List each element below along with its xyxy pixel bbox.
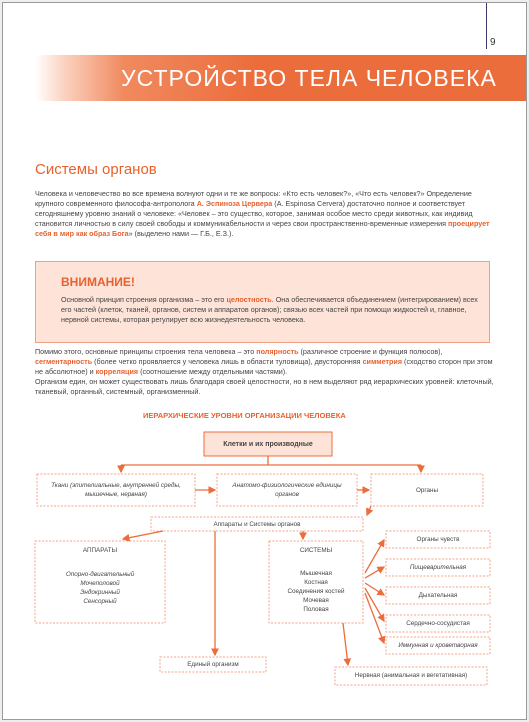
diagram-connectors <box>3 3 527 720</box>
principles-paragraph: Помимо этого, основные принципы строения тела человека – это полярность (различное строение и функция полюсов), сегментарность (более четко проявляется у человека лишь в области туловища), двусторонняя симметрия (сходство сторон при этом не абсолютное) и корреляция (соотношение между отдельными частями). Организм един, он может существовать лишь благодаря своей целостности, но в нем выделяют ряд иерархических уровней: клеточный, тканевый, органный, системный, организменный. <box>35 347 494 396</box>
page-number: 9 <box>490 37 496 48</box>
node-apparatus-systems: Аппараты и Системы органов <box>213 521 301 528</box>
node-right-item: Пищеварительная <box>409 564 467 571</box>
node-cells: Клетки и их производные <box>223 441 313 448</box>
apparatus-item: Опорно-двигательный <box>65 571 135 578</box>
systems-item: Соединения костей <box>287 588 345 595</box>
node-tissues: Ткани (эпителиальные, внутренней среды, мышечные, нервная) <box>51 482 181 498</box>
systems-list <box>269 569 363 614</box>
systems-item: Половая <box>303 606 329 613</box>
node-right-item: Иммунная и кроветворная <box>398 642 478 649</box>
page-title: УСТРОЙСТВО ТЕЛА ЧЕЛОВЕКА <box>121 65 497 91</box>
node-organs: Органы <box>415 487 439 494</box>
node-right-item: Сердечно-сосудистая <box>406 620 470 627</box>
warning-title: ВНИМАНИЕ! <box>61 275 135 289</box>
systems-item: Мышечная <box>300 570 332 577</box>
apparatus-item: Мочеполовой <box>80 580 120 587</box>
systems-item: Мочевая <box>303 597 329 604</box>
node-right-item: Дыхательная <box>418 592 458 599</box>
section-title: Системы органов <box>35 161 157 178</box>
node-nervous: Нервная (анимальная и вегетативная) <box>354 672 468 679</box>
page <box>2 2 527 720</box>
intro-paragraph: Человека и человечество во все времена волнуют одни и те же вопросы: «Кто есть человек?», «Что есть человек?» Определение крупного современного философа-антрополога А. Эспиноза Цервера (A. Espinosa Cervera) достаточно полное и соответствует сегодняшнему уровню знаний о человеке: «Человек – это существо, которое, занимая особое место среди животных, как индивид становится личностью в силу своей свободы и коммуникабельности и через свои пространственно-временные измерения проецирует себя в мир как образ Бога» (выделено нами — Г.Б., Е.З.). <box>35 189 490 238</box>
warning-text: Основной принцип строения организма – это его целостность. Она обеспечивается объединением (интегрированием) всех его частей (клеток, тканей, органов, систем и аппаратов органов); связью всех частей при помощи жидкостей и, главное, нервной системы, которая регулирует всю жизнедеятельность человека. <box>61 295 478 324</box>
apparatus-item: Эндокринный <box>80 589 120 596</box>
apparatus-list <box>35 570 165 606</box>
node-units: Анатомо-физиологические единицы органов <box>232 482 342 498</box>
systems-item: Костная <box>304 579 328 586</box>
apparatus-item: Сенсорный <box>83 598 117 605</box>
node-right-item: Органы чувств <box>416 536 460 543</box>
node-organism: Единый организм <box>187 661 239 668</box>
node-apparatus-title: АППАРАТЫ <box>82 547 118 554</box>
node-systems-title: СИСТЕМЫ <box>299 547 333 554</box>
diagram-title: ИЕРАРХИЧЕСКИЕ УРОВНИ ОРГАНИЗАЦИИ ЧЕЛОВЕКА <box>143 411 346 420</box>
